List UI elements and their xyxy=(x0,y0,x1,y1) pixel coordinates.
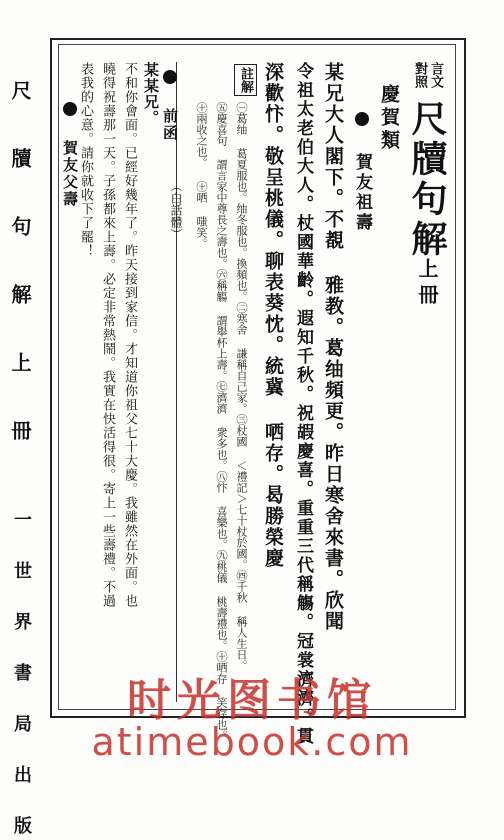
bullet-icon xyxy=(163,70,177,84)
section1-line-1: 某兄大人閣下。不覩 雅教。葛䌷頻更。昨日寒舍來書。欣聞 xyxy=(322,62,344,632)
category-label: 慶賀類 xyxy=(378,84,400,153)
section2-style-note: （白話體） xyxy=(169,180,183,240)
subtitle-top: 言文 xyxy=(428,62,443,88)
notes-line-1: ㊀葛䌷 葛夏服也。䌷冬服也。換頻也。㊁寒舍 謙稱自己家。㊂杖國 ＜禮記＞七十杖於國。㊃千秋 稱人生日。 xyxy=(235,102,248,671)
bullet-icon xyxy=(63,102,77,116)
bullet-icon xyxy=(355,112,369,126)
spine-title: 尺 牘 句 解 上 冊 xyxy=(8,80,32,452)
section2-line-4: 表我的心意。請你就收下了罷！ xyxy=(78,62,93,258)
watermark-en: atimebook.com xyxy=(91,720,413,764)
subtitle-bottom: 對照 xyxy=(412,62,427,88)
section1-heading xyxy=(350,112,375,233)
section1-line-3: 深歡忭。敬呈桃儀。聊表葵忱。統冀 哂存。曷勝榮慶 xyxy=(262,62,284,569)
section1-line-2: 令祖太老伯大人。杖國華齡。遐知千秋。祝嘏慶喜。重重三代稱觴。冠裳濟濟。貫 xyxy=(293,62,313,746)
section1-heading-text: 賀友祖壽 xyxy=(352,153,372,233)
section-divider xyxy=(176,62,177,702)
book-title: 尺牘句解 xyxy=(406,100,448,260)
section2-line-3: 曉得祝壽那一天。子孫都來上壽。必定非常熱鬧。我實在快活得很。寄上一些壽禮。不過 xyxy=(100,62,115,608)
section2-line-1: 某某兄。 xyxy=(142,62,160,126)
section2-line-2: 不和你會面。已經好幾年了。昨天接到家信。才知道你祖父七十大慶。我雖然在外面。也 xyxy=(122,62,137,608)
section2-heading-2 xyxy=(60,102,81,208)
volume-label: 上冊 xyxy=(415,258,439,310)
section2-heading xyxy=(160,70,181,142)
notes-line-2: ㊄慶喜句 謂言家中尊長之壽也。㊅稱觴 謂舉杯上壽。㊆濟濟 衆多也。㊇忭 喜樂也。㊈桃儀 桃壽禮也。㊉哂存 笑存也。 xyxy=(215,102,228,741)
notes-label: 註解 xyxy=(234,64,257,96)
watermark-cn: 时光图书馆 xyxy=(127,675,377,726)
page-spine xyxy=(0,0,48,840)
spine-publisher: 一 世 界 書 局 出 版 xyxy=(11,510,32,840)
section2-heading2-text: 賀友父壽 xyxy=(61,140,79,208)
section2-heading-text: 前函 xyxy=(161,108,179,142)
notes-line-3: ㊉兩收之也。 ㊉哂 嗤笑。 xyxy=(195,102,208,249)
